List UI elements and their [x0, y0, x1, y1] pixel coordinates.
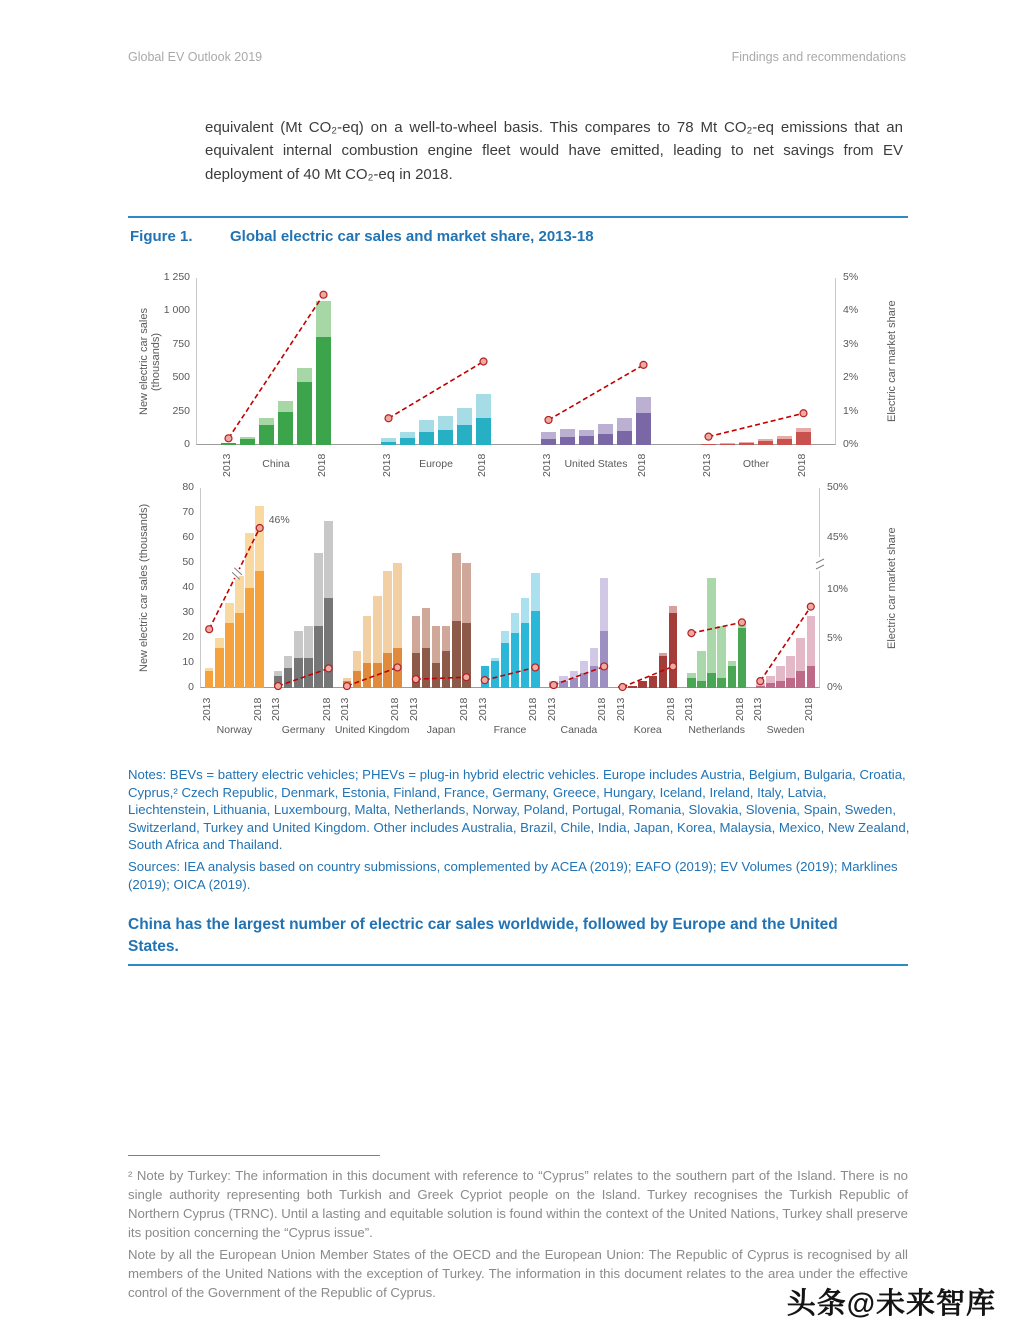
y-axis-tick-right: 1% [843, 404, 859, 417]
bar-phev [235, 576, 244, 614]
x-tick-year: 2013 [752, 697, 765, 721]
chart-country-sales [128, 480, 908, 754]
bar-phev [687, 673, 696, 678]
y-axis-tick-left: 10 [182, 656, 194, 668]
bar-phev [796, 638, 805, 671]
y-axis-title-left: New electric car sales (thousands) [138, 308, 162, 415]
bar-phev [636, 397, 651, 413]
bar-phev [807, 616, 816, 666]
bar-bev [373, 663, 382, 688]
bar-bev [796, 671, 805, 689]
y-axis-tick-left: 60 [182, 531, 194, 543]
bar-bev [697, 681, 706, 689]
bar-bev [717, 678, 726, 688]
bar-phev [501, 631, 510, 644]
bar-phev [796, 428, 811, 432]
bar-phev [786, 656, 795, 679]
x-tick-year: 2013 [700, 453, 713, 477]
bar-bev [560, 437, 575, 445]
bar-phev [738, 621, 747, 629]
bar-phev [659, 653, 668, 656]
bar-bev [570, 678, 579, 688]
x-tick-year: 2018 [389, 697, 402, 721]
bar-phev [728, 661, 737, 666]
bar-phev [419, 420, 434, 433]
x-group-label: Japan [426, 724, 456, 736]
bar-bev [739, 443, 754, 445]
bar-bev [294, 658, 303, 688]
figure-notes: Notes: BEVs = battery electric vehicles; PHEVs = plug-in hybrid electric vehicles. Europe includes Austria, Belgium, Bulgaria, Croatia, Cyprus,² Czech Republic, Denmark, Estonia, Finland, France, Germany, Greece, Hungary, Iceland, Ireland, Italy, Latvia, Liechtenstein, Lithuania, Luxembourg, Malta, Netherlands, Norway, Poland, Portugal, Romania, Slovakia, Slovenia, Spain, Sweden, Switzerland, Turkey and United Kingdom. Other includes Australia, Brazil, Chile, India, Japan, Korea, Malaysia, Mexico, New Zealand, South Africa and Thailand. [128, 767, 910, 853]
bar-bev [590, 666, 599, 689]
bar-bev [617, 431, 632, 445]
bar-bev [649, 676, 658, 689]
bar-phev [381, 438, 396, 441]
x-group-label: United Kingdom [334, 724, 410, 736]
bar-bev [363, 663, 372, 688]
bar-phev [756, 683, 765, 686]
bar-bev [278, 412, 293, 445]
y-axis-tick-left: 20 [182, 631, 194, 643]
bar-bev [452, 621, 461, 689]
bar-bev [381, 442, 396, 445]
y-axis-tick-right: 0% [843, 438, 859, 450]
bar-phev [457, 408, 472, 425]
bar-phev [205, 668, 214, 671]
bar-bev [255, 571, 264, 689]
bar-phev [343, 678, 352, 681]
bar-bev [343, 681, 352, 689]
bar-bev [240, 439, 255, 445]
y-axis-tick-right: 10% [827, 583, 849, 595]
bar-phev [531, 573, 540, 611]
bar-bev [618, 686, 627, 689]
x-group-label: Europe [419, 458, 453, 470]
x-tick-year: 2018 [635, 453, 648, 477]
x-group-label: Other [742, 458, 770, 470]
bar-bev [316, 337, 331, 445]
bar-bev [457, 425, 472, 445]
bar-bev [304, 658, 313, 688]
y-axis-tick-left: 40 [182, 581, 194, 593]
bar-bev [215, 648, 224, 688]
bar-bev [580, 673, 589, 688]
y-axis-tick-right: 3% [843, 337, 859, 350]
bar-bev [442, 651, 451, 689]
bar-phev [570, 671, 579, 679]
x-tick-year: 2013 [540, 453, 553, 477]
y-axis-title-right: Electric car market share [886, 300, 898, 423]
bar-phev [373, 596, 382, 664]
bar-phev [600, 578, 609, 631]
bar-phev [776, 666, 785, 681]
x-group-label: China [262, 458, 290, 470]
bar-phev [717, 626, 726, 679]
x-tick-year: 2018 [315, 453, 328, 477]
y-axis-tick-right: 45% [827, 531, 849, 543]
bar-bev [481, 666, 490, 689]
bar-phev [274, 671, 283, 676]
statement-bottom-rule [128, 964, 908, 966]
y-axis-tick-left: 30 [182, 606, 194, 618]
figure-label: Figure 1. [130, 228, 193, 245]
y-axis-tick-left: 50 [182, 556, 194, 568]
x-group-label: Germany [281, 724, 325, 736]
bar-bev [638, 681, 647, 689]
bar-phev [432, 626, 441, 664]
x-tick-year: 2013 [614, 697, 627, 721]
bar-phev [777, 436, 792, 438]
x-tick-year: 2013 [201, 697, 214, 721]
y-axis-tick-left: 70 [182, 506, 194, 518]
x-tick-year: 2013 [220, 453, 233, 477]
bar-bev [393, 648, 402, 688]
x-tick-year: 2018 [527, 697, 540, 721]
bar-phev [560, 429, 575, 437]
bar-phev [400, 432, 415, 437]
x-tick-year: 2013 [476, 697, 489, 721]
bar-bev [419, 432, 434, 445]
bar-bev [432, 663, 441, 688]
bar-bev [776, 681, 785, 689]
figure-title: Global electric car sales and market share, 2013-18 [230, 228, 594, 245]
y-axis-tick-left: 1 250 [163, 271, 190, 283]
bar-phev [617, 418, 632, 431]
bar-bev [579, 436, 594, 445]
bar-phev [739, 442, 754, 443]
bar-phev [669, 606, 678, 614]
bar-bev [600, 631, 609, 689]
x-tick-year: 2018 [596, 697, 609, 721]
y-axis-tick-right: 4% [843, 304, 859, 317]
bar-phev [697, 651, 706, 681]
bar-phev [758, 439, 773, 441]
y-axis-tick-left: 250 [172, 404, 190, 417]
bar-bev [786, 678, 795, 688]
bar-phev [720, 443, 735, 444]
bar-phev [240, 437, 255, 439]
bar-bev [659, 656, 668, 689]
x-group-label: Norway [216, 724, 253, 736]
bar-bev [758, 441, 773, 445]
bar-phev [363, 616, 372, 664]
y-axis-title-left: New electric car sales (thousands) [138, 503, 150, 673]
bar-bev [701, 444, 716, 445]
y-axis-tick-right: 0% [827, 681, 843, 693]
bar-phev [259, 418, 274, 425]
y-axis-title-right: Electric car market share [886, 527, 898, 649]
key-statement: China has the largest number of electric car sales worldwide, followed by Europe and the United States. [128, 916, 838, 955]
y-axis-tick-left: 0 [184, 438, 190, 450]
y-axis-tick-left: 80 [182, 481, 194, 493]
bar-phev [511, 613, 520, 633]
x-group-label: Canada [560, 724, 598, 736]
bar-phev [284, 656, 293, 669]
bar-phev [245, 533, 254, 588]
bar-phev [438, 416, 453, 429]
x-tick-year: 2018 [320, 697, 333, 721]
bar-bev [422, 648, 431, 688]
x-tick-year: 2013 [683, 697, 696, 721]
x-tick-year: 2013 [380, 453, 393, 477]
bar-phev [393, 563, 402, 648]
bar-phev [304, 626, 313, 659]
bar-bev [274, 676, 283, 689]
bar-phev [580, 661, 589, 674]
bar-bev [531, 611, 540, 689]
header-right: Findings and recommendations [731, 50, 906, 64]
x-group-label: France [493, 724, 527, 736]
bar-phev [314, 553, 323, 626]
bar-bev [511, 633, 520, 688]
bar-phev [278, 401, 293, 412]
bar-bev [400, 438, 415, 445]
y-axis-tick-right: 5% [827, 632, 843, 644]
bar-phev [521, 598, 530, 623]
bar-phev [442, 626, 451, 651]
bar-bev [766, 683, 775, 688]
y-axis-tick-right: 2% [843, 371, 859, 384]
bar-bev [707, 673, 716, 688]
x-tick-year: 2013 [545, 697, 558, 721]
bar-bev [559, 681, 568, 689]
annotation-46%: 46% [268, 514, 290, 526]
bar-phev [541, 432, 556, 438]
x-tick-year: 2018 [251, 697, 264, 721]
y-axis-tick-left: 1 000 [163, 304, 190, 317]
header-left: Global EV Outlook 2019 [128, 50, 263, 64]
bar-bev [235, 613, 244, 688]
footnote-paragraph-1: ² Note by Turkey: The information in this document with reference to “Cyprus” relates to the southern part of the Island. There is no single authority representing both Turkish and Greek Cypriot people on the Island. Turkey recognises the Turkish Republic of Northern Cyprus (TRNC). Until a lasting and equitable solution is found within the context of the United Nations, Turkey shall preserve its position concerning the “Cyprus issue”. [128, 1168, 908, 1241]
bar-phev [579, 430, 594, 436]
x-group-label: Sweden [766, 724, 805, 736]
bar-phev [422, 608, 431, 648]
bar-phev [766, 676, 775, 684]
figure-top-rule [128, 216, 908, 218]
chart-global-sales [128, 262, 908, 480]
x-tick-year: 2018 [733, 697, 746, 721]
bar-bev [598, 434, 613, 445]
bar-phev [462, 563, 471, 623]
bar-bev [669, 613, 678, 688]
bar-bev [628, 686, 637, 689]
bar-bev [245, 588, 254, 688]
bar-phev [297, 368, 312, 383]
bar-phev [255, 506, 264, 571]
bar-phev [452, 553, 461, 621]
bar-phev [549, 681, 558, 684]
bar-bev [259, 425, 274, 445]
bar-bev [549, 683, 558, 688]
x-tick-year: 2018 [665, 697, 678, 721]
bar-bev [462, 623, 471, 688]
y-axis-tick-right: 5% [843, 271, 859, 283]
watermark: 头条@未来智库 [786, 1288, 996, 1320]
bar-bev [738, 628, 747, 688]
footnote-rule [128, 1155, 380, 1156]
bar-phev [412, 616, 421, 654]
bar-bev [491, 661, 500, 689]
bar-phev [476, 394, 491, 419]
y-axis-tick-right: 50% [827, 481, 849, 493]
bar-phev [215, 638, 224, 648]
bar-bev [796, 432, 811, 445]
y-axis-tick-left: 750 [172, 337, 190, 350]
bar-bev [221, 443, 236, 445]
bar-phev [598, 424, 613, 434]
x-tick-year: 2018 [795, 453, 808, 477]
bar-bev [521, 623, 530, 688]
x-tick-year: 2018 [475, 453, 488, 477]
bar-bev [225, 623, 234, 688]
y-axis-tick-left: 0 [188, 681, 194, 693]
x-tick-year: 2013 [270, 697, 283, 721]
bar-phev [316, 301, 331, 337]
bar-bev [777, 439, 792, 445]
bar-bev [297, 382, 312, 445]
x-tick-year: 2018 [802, 697, 815, 721]
bar-phev [353, 651, 362, 671]
bar-bev [476, 418, 491, 445]
figure-sources: Sources: IEA analysis based on country submissions, complemented by ACEA (2019); EAFO (2019); EV Volumes (2019); Marklines (2019); OICA (2019). [128, 859, 898, 892]
bar-bev [284, 668, 293, 688]
bar-phev [590, 648, 599, 666]
bar-phev [559, 676, 568, 681]
bar-bev [438, 430, 453, 445]
bar-bev [756, 686, 765, 689]
bar-bev [353, 671, 362, 689]
bar-bev [383, 653, 392, 688]
bar-bev [314, 626, 323, 689]
bar-bev [728, 666, 737, 689]
bar-bev [807, 666, 816, 689]
bar-phev [324, 521, 333, 599]
x-tick-year: 2013 [338, 697, 351, 721]
bar-phev [225, 603, 234, 623]
bar-bev [636, 413, 651, 445]
bar-phev [491, 658, 500, 661]
x-group-label: United States [564, 458, 628, 470]
bar-bev [324, 598, 333, 688]
footnote-paragraph-2: Note by all the European Union Member States of the OECD and the European Union: The Republic of Cyprus is recognised by all members of the United Nations with the exception of Turkey. The information in this document relates to the area under the effective control of the Government of the Republic of Cyprus. [128, 1246, 908, 1300]
bar-phev [707, 578, 716, 673]
x-group-label: Korea [633, 724, 662, 736]
bar-bev [412, 653, 421, 688]
bar-bev [501, 643, 510, 688]
bar-bev [541, 439, 556, 445]
bar-phev [383, 571, 392, 654]
intro-paragraph: equivalent (Mt CO₂-eq) on a well-to-wheel basis. This compares to 78 Mt CO₂-eq emissions that an equivalent internal combustion engine fleet would have emitted, leading to net savings from EV deployment of 40 Mt CO₂-eq in 2018. [205, 119, 903, 183]
y-axis-tick-left: 500 [172, 371, 190, 384]
x-group-label: Netherlands [688, 724, 745, 736]
x-tick-year: 2013 [407, 697, 420, 721]
bar-phev [294, 631, 303, 659]
bar-bev [720, 444, 735, 445]
x-tick-year: 2018 [458, 697, 471, 721]
bar-bev [205, 671, 214, 689]
bar-bev [687, 678, 696, 688]
